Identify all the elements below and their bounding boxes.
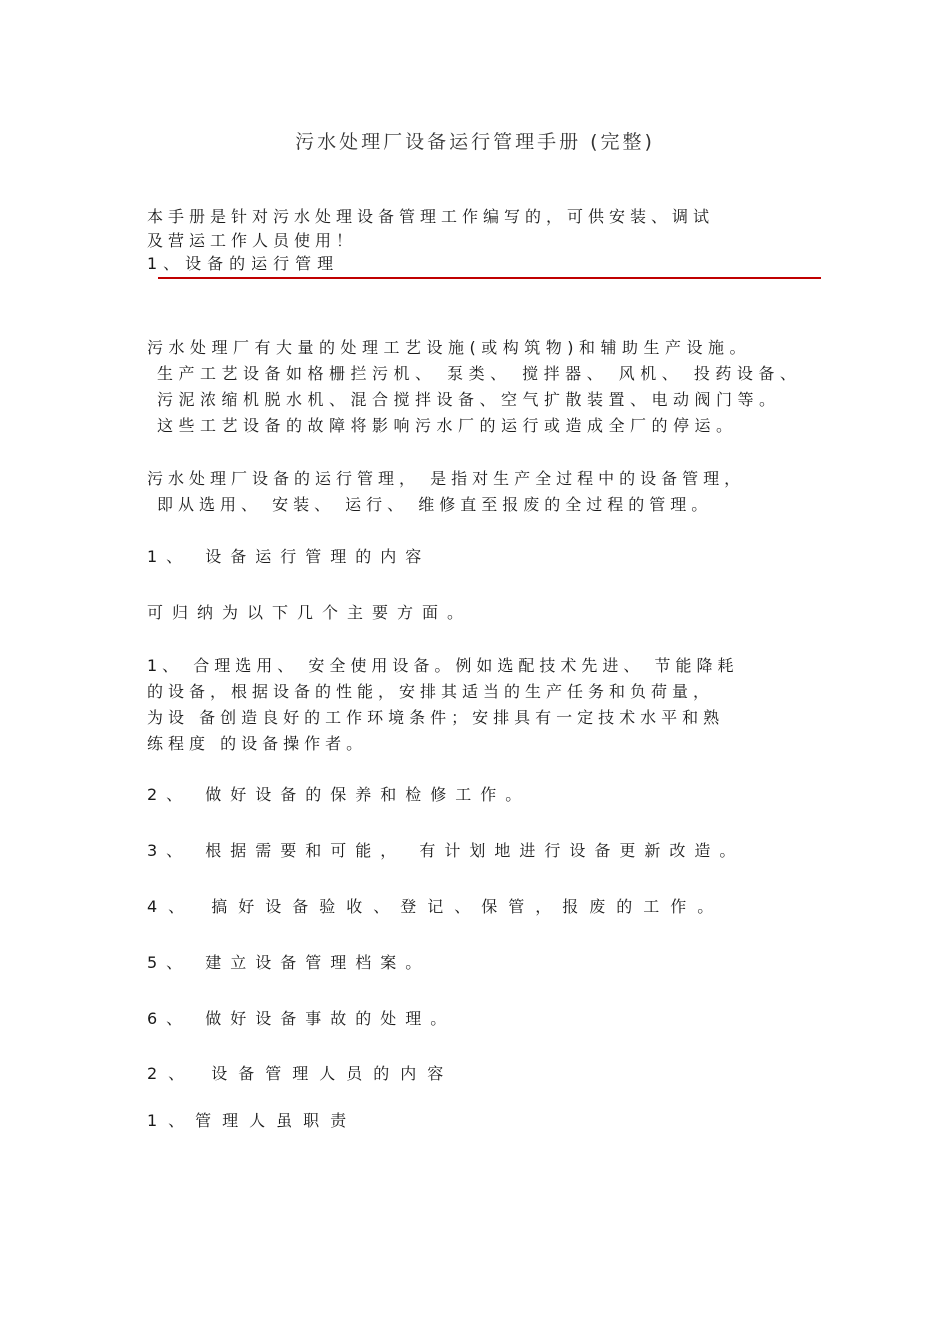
item1-line-3: 为设 备创造良好的工作环境条件；安排具有一定技术水平和熟: [147, 708, 725, 727]
item5: 5、 建立设备管理档案。: [147, 953, 431, 972]
section1-summary: 可归纳为以下几个主要方面。: [147, 603, 473, 622]
item6: 6、 做好设备事故的处理。: [147, 1009, 456, 1028]
item3: 3、 根据需要和可能， 有计划地进行设备更新改造。: [147, 841, 745, 860]
paragraph1-line-2: 生产工艺设备如格栅拦污机、 泵类、 搅拌器、 风机、 投药设备、: [157, 364, 802, 383]
item4: 4、 搞好设备验收、登记、保管，报废的工作。: [147, 897, 725, 916]
section2-item1: 1、管理人虽职责: [147, 1111, 358, 1130]
section2-heading: 2、 设备管理人员的内容: [147, 1064, 455, 1083]
intro-line-3-heading: 1、设备的运行管理: [147, 254, 340, 273]
item2: 2、 做好设备的保养和检修工作。: [147, 785, 531, 804]
paragraph2-line-2: 即从选用、 安装、 运行、 维修直至报废的全过程的管理。: [157, 495, 713, 514]
intro-line-1: 本手册是针对污水处理设备管理工作编写的，可供安装、调试: [147, 207, 715, 226]
paragraph2-line-1: 污水处理厂设备的运行管理， 是指对生产全过程中的设备管理，: [147, 469, 746, 488]
paragraph1-line-4: 这些工艺设备的故障将影响污水厂的运行或造成全厂的停运。: [157, 416, 738, 435]
intro-line-2: 及营运工作人员使用！: [147, 231, 358, 250]
section1-heading: 1、 设备运行管理的内容: [147, 547, 431, 566]
section-divider: [158, 277, 821, 279]
document-title: 污水处理厂设备运行管理手册 (完整): [295, 131, 655, 153]
item1-line-4: 练程度 的设备操作者。: [147, 734, 368, 753]
paragraph1-line-3: 污泥浓缩机脱水机、混合搅拌设备、空气扩散装置、电动阀门等。: [157, 390, 781, 409]
paragraph1-line-1: 污水处理厂有大量的处理工艺设施(或构筑物)和辅助生产设施。: [147, 338, 751, 357]
item1-line-1: 1、 合理选用、 安全使用设备。例如选配技术先进、 节能降耗: [147, 656, 739, 675]
item1-line-2: 的设备，根据设备的性能，安排其适当的生产任务和负荷量，: [147, 682, 715, 701]
